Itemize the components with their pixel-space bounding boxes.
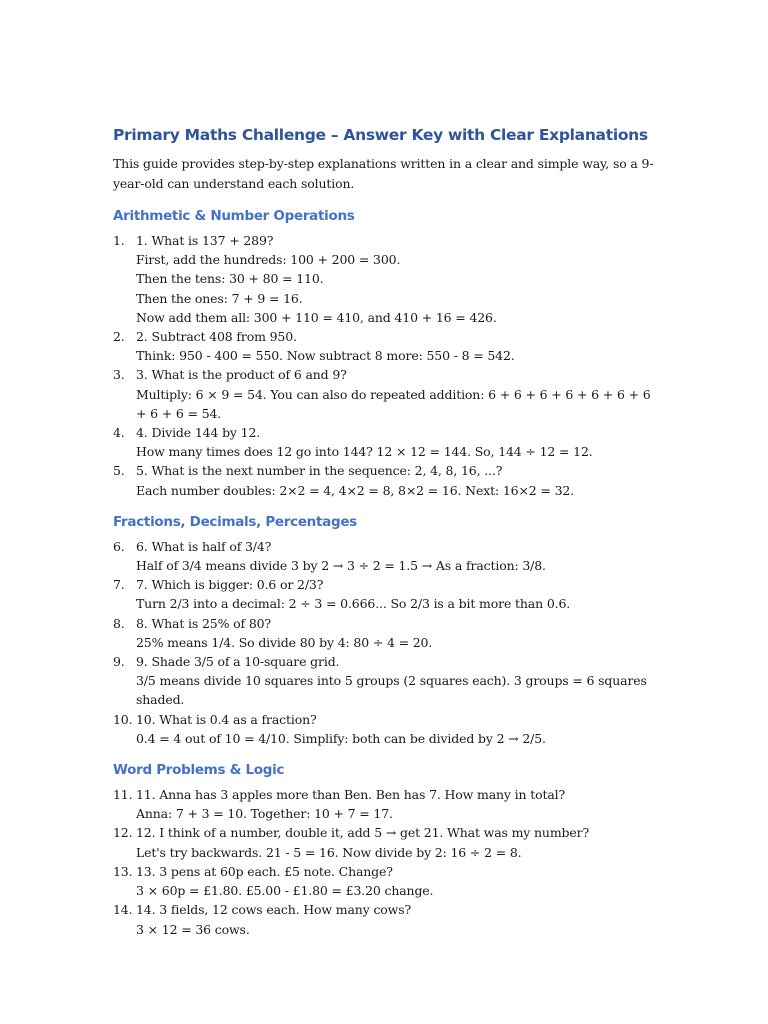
list-number: 6. (113, 538, 125, 554)
explanation-text: Then the tens: 30 + 80 = 110. (136, 271, 324, 287)
list-number: 10. (113, 711, 133, 727)
answer-item (113, 365, 658, 423)
explanation-text: 3 × 12 = 36 cows. (136, 921, 250, 937)
section-heading: Fractions, Decimals, Percentages (113, 513, 357, 530)
question-text: 2. Subtract 408 from 950. (136, 329, 297, 345)
explanation-text: Now add them all: 300 + 110 = 410, and 410 + 16 = 426. (136, 309, 497, 325)
list-number: 11. (113, 787, 133, 803)
answer-item (113, 575, 658, 613)
list-number: 2. (113, 329, 125, 345)
answer-list (113, 785, 658, 939)
list-number: 5. (113, 463, 125, 479)
list-number: 4. (113, 425, 125, 441)
answer-item (113, 823, 658, 861)
answer-item (113, 231, 658, 327)
question-text: 6. What is half of 3/4? (136, 538, 272, 554)
question-text: 12. I think of a number, double it, add 5 → get 21. What was my number? (136, 825, 590, 841)
explanation-text: 0.4 = 4 out of 10 = 4/10. Simplify: both can be divided by 2 → 2/5. (136, 730, 546, 746)
answer-item (113, 710, 658, 748)
question-text: 4. Divide 144 by 12. (136, 425, 261, 441)
list-number: 14. (113, 902, 133, 918)
list-number: 9. (113, 654, 125, 670)
section-heading: Arithmetic & Number Operations (113, 208, 355, 224)
explanation-text: Let's try backwards. 21 - 5 = 16. Now divide by 2: 16 ÷ 2 = 8. (136, 844, 522, 860)
answer-key-page (113, 124, 658, 951)
section-heading: Word Problems & Logic (113, 762, 285, 779)
answer-item (113, 900, 658, 938)
answer-item (113, 327, 658, 365)
answer-item (113, 785, 658, 823)
explanation-text: Each number doubles: 2×2 = 4, 4×2 = 8, 8×2 = 16. Next: 16×2 = 32. (136, 482, 575, 498)
explanation-text: Half of 3/4 means divide 3 by 2 → 3 ÷ 2 = 1.5 → As a fraction: 3/8. (136, 558, 546, 574)
answer-item (113, 423, 658, 461)
explanation-text: 3 × 60p = £1.80. £5.00 - £1.80 = £3.20 change. (136, 883, 434, 899)
list-number: 3. (113, 367, 125, 383)
answer-item (113, 461, 658, 499)
question-text: 5. What is the next number in the sequence: 2, 4, 8, 16, ...? (136, 463, 503, 479)
question-text: 1. What is 137 + 289? (136, 233, 274, 248)
question-text: 8. What is 25% of 80? (136, 615, 271, 631)
answer-item (113, 537, 658, 575)
explanation-text: First, add the hundreds: 100 + 200 = 300. (136, 252, 401, 268)
answer-list (113, 537, 658, 748)
explanation-text: Anna: 7 + 3 = 10. Together: 10 + 7 = 17. (136, 806, 393, 822)
explanation-text: Then the ones: 7 + 9 = 16. (136, 290, 303, 306)
question-text: 7. Which is bigger: 0.6 or 2/3? (136, 577, 324, 593)
answer-item (113, 614, 658, 652)
explanation-text: How many times does 12 go into 144? 12 × 12 = 144. So, 144 ÷ 12 = 12. (136, 444, 593, 460)
question-text: 10. What is 0.4 as a fraction? (136, 711, 317, 727)
explanation-text: Think: 950 - 400 = 550. Now subtract 8 more: 550 - 8 = 542. (136, 348, 515, 364)
explanation-text: Turn 2/3 into a decimal: 2 ÷ 3 = 0.666... So 2/3 is a bit more than 0.6. (136, 596, 571, 612)
question-text: 14. 3 fields, 12 cows each. How many cows? (136, 902, 412, 918)
answer-item (113, 652, 658, 710)
list-number: 12. (113, 825, 133, 841)
list-number: 7. (113, 577, 125, 593)
intro-paragraph: This guide provides step-by-step explanations written in a clear and simple way, so a 9-year-old can understand each solution. (113, 156, 654, 191)
answer-item (113, 862, 658, 900)
question-text: 9. Shade 3/5 of a 10-square grid. (136, 654, 340, 670)
explanation-text: 3/5 means divide 10 squares into 5 groups (2 squares each). 3 groups = 6 squares shaded. (136, 673, 647, 708)
explanation-text: 25% means 1/4. So divide 80 by 4: 80 ÷ 4 = 20. (136, 634, 433, 650)
document-title: Primary Maths Challenge – Answer Key with Clear Explanations (113, 126, 648, 144)
list-number: 13. (113, 863, 133, 879)
explanation-text: Multiply: 6 × 9 = 54. You can also do repeated addition: 6 + 6 + 6 + 6 + 6 + 6 + 6 + 6 + 6 = 54. (136, 386, 651, 421)
sections-container (113, 206, 658, 939)
list-number: 8. (113, 615, 125, 631)
list-number: 1. (113, 233, 125, 248)
question-text: 3. What is the product of 6 and 9? (136, 367, 347, 383)
answer-list (113, 231, 658, 500)
question-text: 13. 3 pens at 60p each. £5 note. Change? (136, 863, 393, 879)
question-text: 11. Anna has 3 apples more than Ben. Ben has 7. How many in total? (136, 787, 566, 803)
